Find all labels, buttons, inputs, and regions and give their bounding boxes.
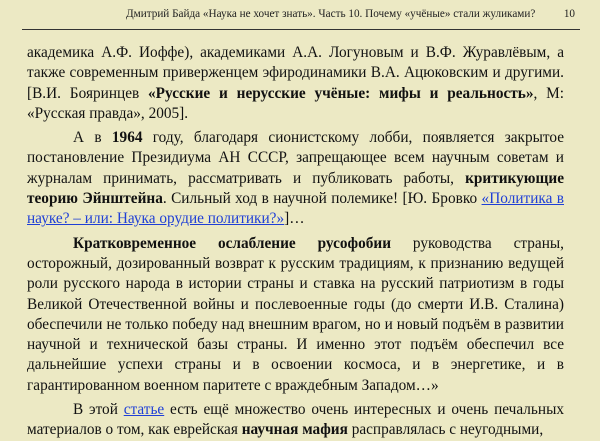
page-number: 10 xyxy=(563,8,575,20)
document-body xyxy=(27,43,564,441)
header-rule xyxy=(22,29,580,30)
bold-phrase: Кратковременное ослабление русофобии xyxy=(73,234,392,252)
bold-phrase: критикующие теорию Эйнштейна xyxy=(27,169,564,208)
text-run: году, благодаря сионистскому лобби, появляется закрытое постановление Президиума АН СССР, запрещающее всем научным советам и журналам принимать, рассматривать и публиковать работы, xyxy=(27,129,565,187)
text-run: . Сильный ход в научной полемике! [Ю. Бровко xyxy=(162,190,482,208)
text-run: ]… xyxy=(284,210,305,228)
header-title: Дмитрий Байда «Наука не хочет знать». Часть 10. Почему «учёные» стали жуликами? xyxy=(126,8,536,20)
paragraph-4 xyxy=(27,400,564,441)
year-bold: 1964 xyxy=(111,129,143,147)
text-run: расправлялась с неугодными, xyxy=(347,421,544,439)
text-run: академика А.Ф. Иоффе), академиками А.А. Логуновым и В.Ф. Журавлёвым, а также современным приверженцем эфиродинамики В.А. Ацюковским и другими. [В.И. Бояринцев xyxy=(27,44,564,102)
text-run: А в xyxy=(73,129,112,147)
bold-phrase: научная мафия xyxy=(241,421,348,439)
text-run: В этой xyxy=(73,401,124,419)
page-header xyxy=(22,8,582,28)
paragraph-3 xyxy=(27,234,564,396)
text-run: , М: «Русская правда», 2005]. xyxy=(27,84,565,122)
politics-in-science-link[interactable]: «Политика в науке? – или: Наука орудие политики?» xyxy=(27,190,564,228)
book-title: «Русские и нерусские учёные: мифы и реальность» xyxy=(148,84,534,102)
paragraph-2 xyxy=(27,128,564,229)
text-run: руководства страны, осторожный, дозированный возврат к русским традициям, к признанию ведущей роли русского народа в истории страны и ставка на русский патриотизм в годы Великой Отечественной войны и послевоенные годы (до смерти И.В. Сталина) обеспечили не только победу над внешним врагом, но и новый подъём в развитии научной и технической базы страны. И именно этот подъём обеспечил все дальнейшие успехи страны и в освоении космоса, и в энергетике, и в гарантированном военном паритете с враждебным Западом…» xyxy=(27,234,564,394)
text-run: есть ещё множество очень интересных и очень печальных материалов о том, как еврейская xyxy=(27,401,564,439)
paragraph-1 xyxy=(27,43,564,124)
article-link[interactable]: статье xyxy=(123,401,165,419)
